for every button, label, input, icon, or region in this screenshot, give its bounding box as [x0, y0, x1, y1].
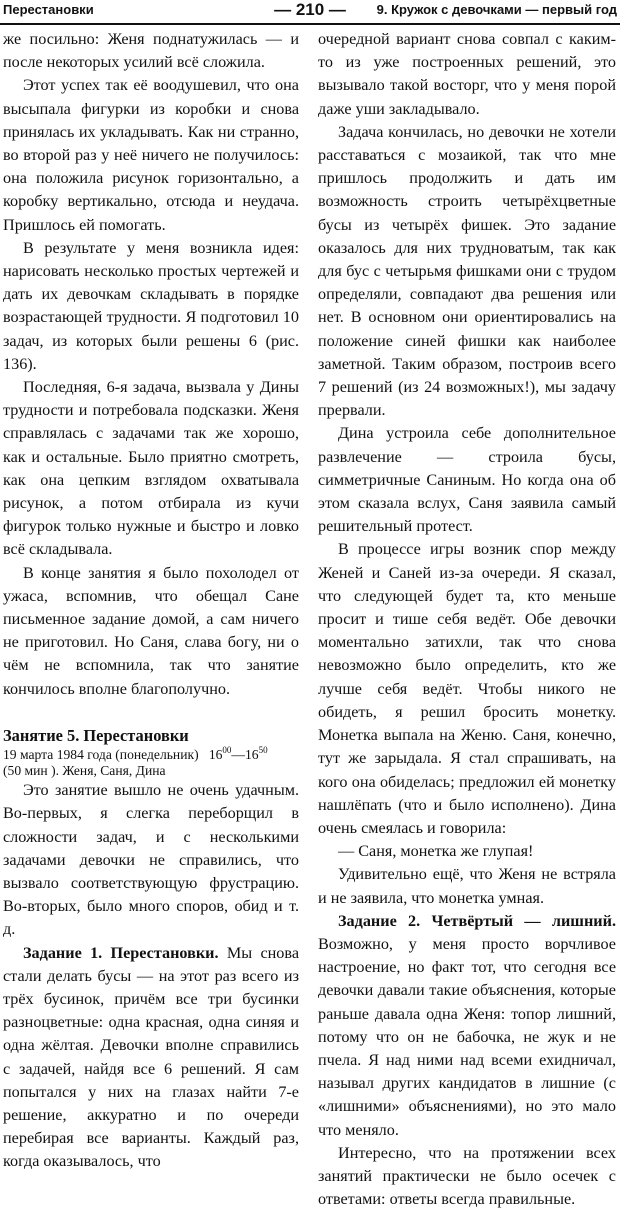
session-date: 19 марта 1984 года (понедельник) — [3, 747, 199, 763]
paragraph: Последняя, 6-я задача, вызвала у Дины трудности и потребовала подсказки. Женя справлялась с задачами так же хорошо, как и остальные. Было приятно смотреть, как она цепким взглядом охватывала рисунок, а потом отбирала из кучи фигурок только нужные и быстро и ловко всё складывала. — [3, 378, 299, 559]
paragraph: очередной вариант снова совпал с каким-то из уже построенных решений, это вызывало такой восторг, что у меня порой даже уши закладывало. — [318, 30, 616, 118]
paragraph: Этот успех так её воодушевил, что она высыпала фигурки из коробки и снова принялась их укладывать. Как ни странно, во второй раз у неё ничего не получилось: она положила рисунок горизонтально, а коробку вертикально, отсюда и неудача. Пришлось ей помогать. — [3, 76, 299, 234]
running-header — [0, 0, 620, 24]
session-time-end: 16 — [245, 747, 259, 763]
paragraph: — Саня, монетка же глупая! — [338, 842, 534, 861]
header-section-title: Перестановки — [3, 2, 94, 17]
task2-label: Задание 2. Четвёртый — лишний. — [338, 911, 616, 930]
paragraph-task1 — [3, 942, 299, 1174]
session-time-start-minutes: 00 — [222, 745, 232, 756]
paragraph: Удивительно ещё, что Женя не встряла и не заявила, что монетка умная. — [318, 865, 616, 907]
task1-text: Мы снова стали делать бусы — на этот раз всего из трёх бусинок, причём все три бусинки разноцветные: одна красная, одна синяя и одна жёлтая. Девочки вполне справились с задачей, найдя все 6 решений. Я сам попытался у них на глазах найти 7-е решение, аккуратно и по очереди перебирая все варианты. Каждый раз, когда оказывалось, что — [3, 943, 300, 1171]
task1-label: Задание 1. Перестановки. — [23, 943, 219, 962]
paragraph: В результате у меня возникла идея: нарисовать несколько простых чертежей и дать их девочкам складывать в порядке возрастающей трудности. Я подготовил 10 задач, из которых были решены 6 (рис. 136). — [3, 238, 299, 373]
paragraph: Интересно, что на протяжении всех занятий практически не было осечек с ответами: ответы всегда правильные. — [318, 1143, 616, 1209]
paragraph: Дина устроила себе дополнительное развлечение — строила бусы, симметричные Саниным. Но когда она об этом сказала вслух, Саня заявила самый решительный протест. — [318, 424, 616, 536]
session-participants: (50 мин ). Женя, Саня, Дина — [3, 763, 166, 779]
session-time-end-minutes: 50 — [258, 745, 268, 756]
section-title: Занятие 5. Перестановки — [3, 725, 189, 745]
task2-text: Возможно, у меня просто ворчливое настроение, но факт тот, что сегодня все девочки давали такие объяснения, которые раньше давала одна Женя: топор лишний, потому что он не бабочка, не жук и не пчела. Я над ними над всеми ехидничал, называл других кандидатов в лишние (с «лишними» объяснениями), но это мало что меняло. — [318, 934, 616, 1139]
header-rule — [0, 23, 620, 25]
header-chapter-title: 9. Кружок с девочками — первый год — [376, 2, 617, 17]
session-time-dash: — — [231, 747, 245, 763]
section-spacer — [3, 701, 299, 724]
paragraph: В процессе игры возник спор между Женей и Саней из-за очереди. Я сказал, что следующей будет та, кто меньше просит и тише себя ведёт. Обе девочки моментально затихли, так что снова невозможно было определить, кто же лучше себя ведёт. Чтобы никого не обидеть, я решил бросить монетку. Монетка выпала на Женю. Саня, конечно, тут же зарыдала. Я стал спрашивать, на кого она обиделась; предложил ей монетку нашлёпать (что и было исполнено). Дина очень смеялась и говорила: — [318, 540, 616, 837]
paragraph: В конце занятия я было похолодел от ужаса, вспомнив, что обещал Сане письменное задание домой, а сам ничего не приготовил. Но Саня, слава богу, ни о чём не вспомнила, так что занятие кончилось вполне благополучно. — [3, 563, 299, 698]
right-column — [318, 28, 616, 1211]
paragraph: Это занятие вышло не очень удачным. Во-первых, я слегка переборщил в сложности задач, и с несколькими задачами девочки не справились, что вызвало соответствующую фрустрацию. Во-вторых, было много споров, обид и т. д. — [3, 781, 299, 939]
left-column — [3, 28, 299, 1174]
paragraph: же посильно: Женя поднатужилась — и после некоторых усилий всё сложила. — [3, 30, 299, 72]
page-number: — 210 — — [274, 0, 346, 19]
paragraph-task2 — [318, 910, 616, 1142]
session-meta — [3, 747, 299, 779]
session-time-start: 16 — [208, 747, 223, 763]
paragraph: Задача кончилась, но девочки не хотели расставаться с мозаикой, так что мне пришлось продолжить и дать им возможность строить четырёхцветные бусы из четырёх фишек. Это задание оказалось для них трудноватым, так как для бус с четырьмя фишками они с трудом определяли, совпадают два решения или нет. В основном они ориентировались на положение синей фишки как наиболее заметной. Таким образом, построив всего 7 решений (из 24 возможных!), мы задачу прервали. — [318, 122, 616, 420]
